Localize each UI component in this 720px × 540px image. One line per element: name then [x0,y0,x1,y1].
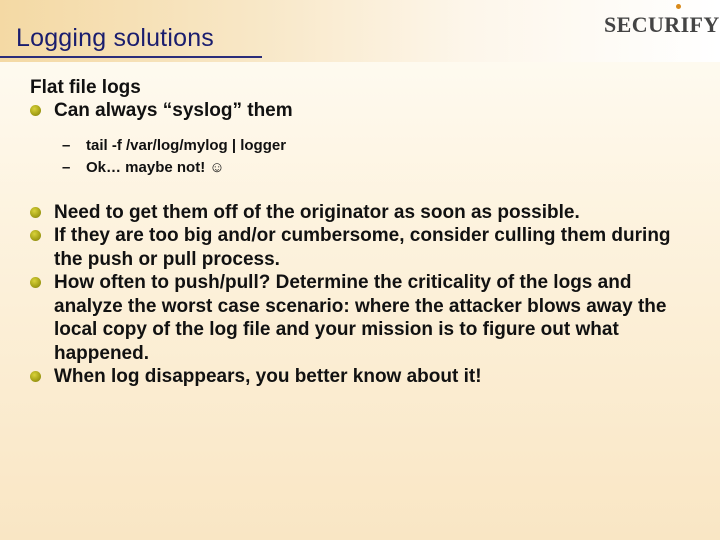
slide-content [30,76,690,389]
bullet-text: When log disappears, you better know about it! [54,366,482,387]
sub-bullet-text: Ok… maybe not! ☺ [86,158,225,176]
bullet-dot-icon [30,371,41,382]
section-heading: Flat file logs [30,77,141,98]
bullet-dot-icon [30,230,41,241]
bullet-dot-icon [30,105,41,116]
bullet-dot-icon [30,207,41,218]
bullet-text: How often to push/pull? Determine the criticality of the logs and analyze the worst case scenario: where the attacker blows away the local copy of the log file and your mission is to figure out what happened. [54,272,667,364]
logo-text: SECURIFY [604,12,720,37]
sub-bullet-text: tail -f /var/log/mylog | logger [86,136,287,154]
sub-bullet-item [30,157,690,179]
bullet-item [30,271,690,365]
bullet-item [30,99,690,123]
securify-logo [604,4,720,40]
bullet-item [30,201,690,225]
slide-title: Logging solutions [16,24,214,52]
bullet-item [30,224,690,271]
sub-bullet-dash: – [62,136,71,154]
bullet-text: If they are too big and/or cumbersome, consider culling them during the push or pull process. [54,225,671,270]
bullet-item [30,365,690,389]
bullet-dot-icon [30,277,41,288]
bullet-text: Can always “syslog” them [54,100,293,121]
logo-dot-icon [676,4,681,9]
sub-bullet-item [30,135,690,157]
title-underline [0,56,262,58]
bullet-text: Need to get them off of the originator as soon as possible. [54,201,580,223]
sub-bullet-dash: – [62,158,71,176]
